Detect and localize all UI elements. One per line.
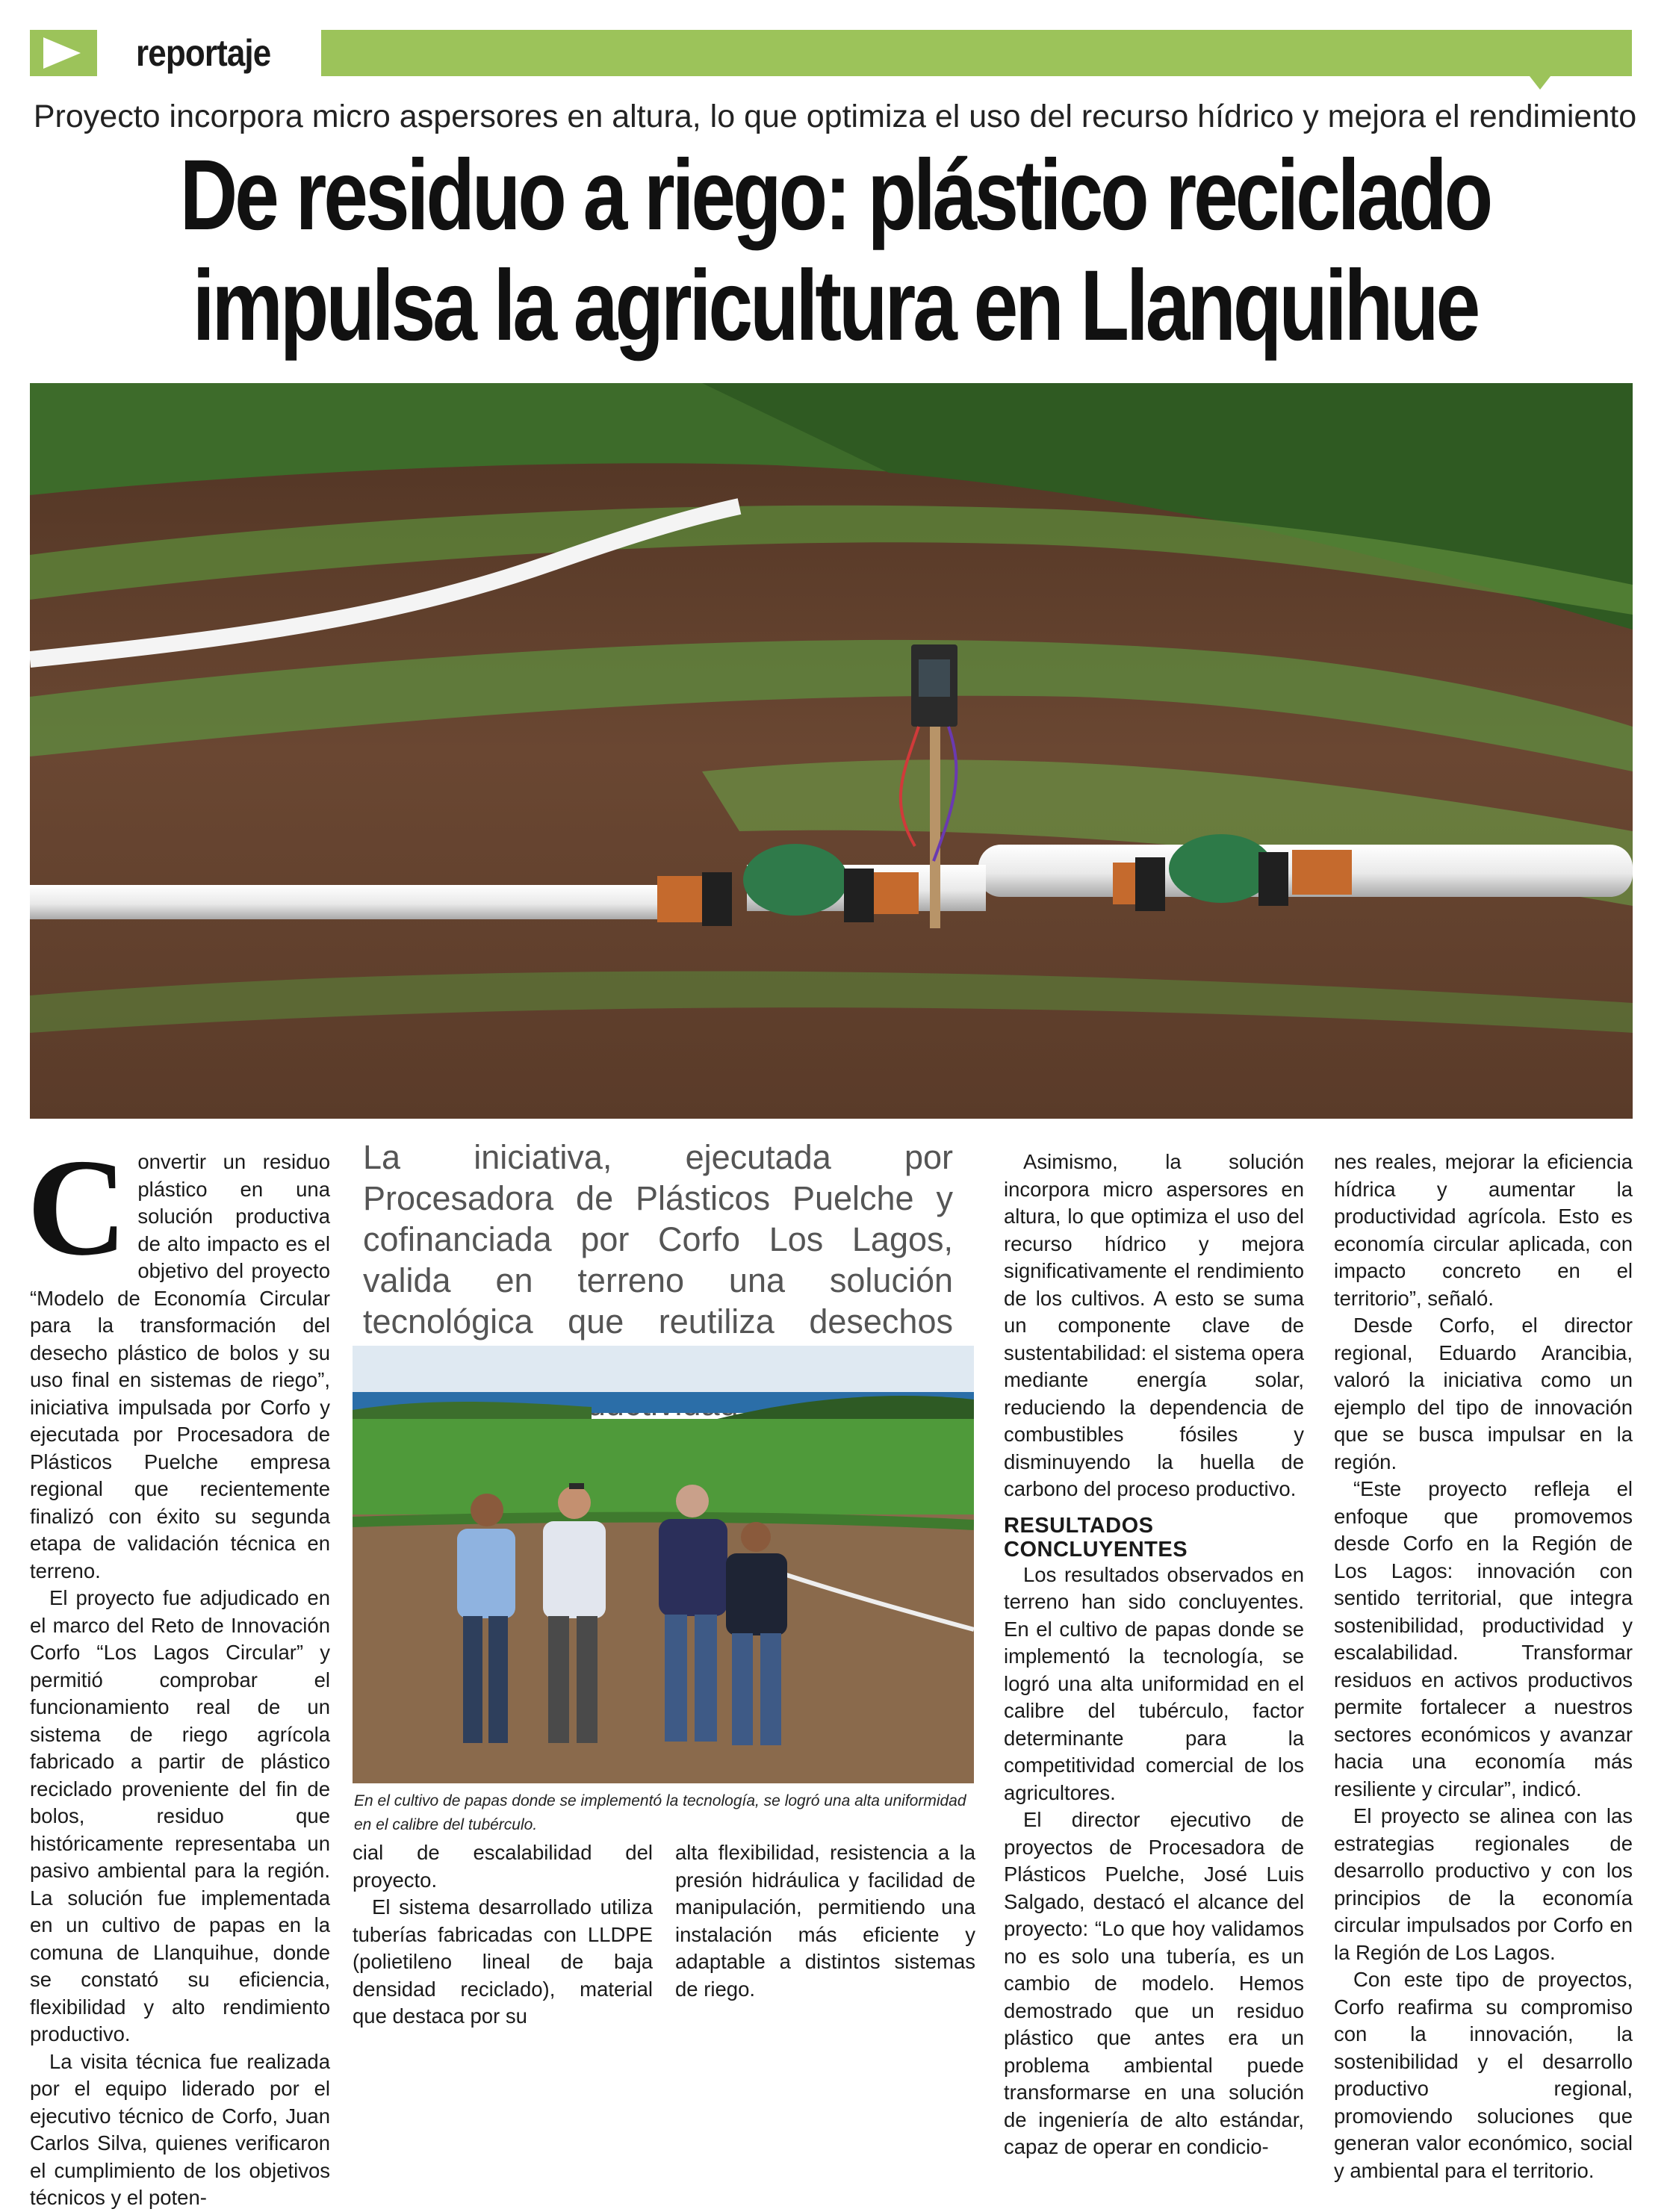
paragraph: Asimismo, la solución incorpora micro aspersores en altura, lo que optimiza el uso del recurso hídrico y mejora significativamente el rendimiento de los cultivos. A esto se suma un componente clave de sustentabilidad: el sistema opera mediante energía solar, reduciendo la dependencia de combustibles fósiles y disminuyendo la huella de carbono del proceso productivo. — [1004, 1150, 1304, 1500]
paragraph: Los resultados observados en terreno han sido concluyentes. En el cultivo de papas donde se implementó la tecnología, se logró una alta uniformidad en el calibre del tubérculo, factor determinante para la competitividad comercial de los agricultores. — [1004, 1562, 1304, 1804]
column-1 — [27, 1131, 330, 2212]
banner-bar — [321, 30, 1632, 76]
column-5 — [1334, 1149, 1633, 2184]
paragraph: El sistema desarrollado utiliza tuberías fabricadas con LLDPE (polietileno lineal de baja densidad reciclado), material que destaca por su — [353, 1895, 653, 2028]
banner-notch — [1530, 76, 1551, 90]
section-banner — [30, 27, 1632, 79]
paragraph: El proyecto se alinea con las estrategias regionales de desarrollo productivo y con los principios de la economía circular impulsados por Corfo en la Región de Los Lagos. — [1334, 1804, 1633, 1964]
headline-line-1: De residuo a riego: plástico reciclado — [179, 140, 1491, 251]
lead-paragraph: Convertir un residuo plástico en una solución productiva de alto impacto es el objetivo del proyecto “Modelo de Economía Circular para la transformación del desecho plástico de bolos y su uso final en sistemas de riego”, iniciativa impulsada por Corfo y ejecutada por Procesadora de Plásticos Puelche empresa regional que recientemente finalizó con éxito su segunda etapa de validación técnica en terreno. — [27, 1131, 330, 1582]
column-2 — [353, 1839, 653, 2031]
paragraph: Con este tipo de proyectos, Corfo reafirma su compromiso con la innovación, la sostenibilidad y el desarrollo productivo regional, promoviendo soluciones que generan valor económico, social y ambiental para el territorio. — [1334, 1968, 1633, 2182]
play-arrow-icon — [30, 27, 97, 79]
paragraph: Desde Corfo, el director regional, Eduardo Arancibia, valoró la iniciativa como un ejemplo del tipo de innovación que se busca impulsar en la región. — [1334, 1314, 1633, 1473]
kicker: Proyecto incorpora micro aspersores en altura, lo que optimiza el uso del recurso hídrico y mejora el rendimiento — [33, 99, 1637, 134]
headline-line-2: impulsa la agricultura en Llanquihue — [192, 250, 1478, 361]
paragraph: cial de escalabilidad del proyecto. — [353, 1841, 653, 1892]
paragraph: “Este proyecto refleja el enfoque que promovemos desde Corfo en la Región de Los Lagos: innovación con sentido territorial, que integra sostenibilidad, productividad y escalabilidad. Transformar residuos en activos productivos permite fortalecer a nuestros sectores económicos y avanzar hacia una economía más resiliente y circular”, indicó. — [1334, 1477, 1633, 1801]
paragraph: El proyecto fue adjudicado en el marco del Reto de Innovación Corfo “Los Lagos Circular” y permitió comprobar el funcionamiento real de un sistema de riego agrícola fabricado a partir de plástico reciclado proveniente del fin de bolos, residuo que históricamente representaba un pasivo ambiental para la región. La solución fue implementada en un cultivo de papas en la comuna de Llanquihue, donde se constató su eficiencia, flexibilidad y alto rendimiento productivo. — [30, 1586, 330, 2045]
photo-team-in-field — [353, 1346, 974, 1783]
photo-caption: En el cultivo de papas donde se implementó la tecnología, se logró una alta uniformidad en el calibre del tubérculo. — [354, 1792, 966, 1833]
column-4 — [1004, 1149, 1304, 2161]
paragraph: El director ejecutivo de proyectos de Procesadora de Plásticos Puelche, José Luis Salgado, destacó el alcance del proyecto: “Lo que hoy validamos no es solo una tubería, es un cambio de modelo. Hemos demostrado que un residuo plástico que antes era un problema ambiental puede transformarse en una solución de ingeniería de alto estándar, capaz de operar en condicio- — [1004, 1808, 1304, 2158]
paragraph: La visita técnica fue realizada por el equipo liderado por el ejecutivo técnico de Corfo, Juan Carlos Silva, quienes verificaron el cumplimiento de los objetivos técnicos y el poten- — [30, 2049, 330, 2209]
column-3 — [675, 1839, 975, 2003]
section-label: reportaje — [136, 32, 271, 74]
subhead: RESULTADOS CONCLUYENTES — [1004, 1513, 1188, 1562]
dropcap: C — [27, 1131, 128, 1284]
pull-quote: La iniciativa, ejecutada por Procesadora de Plásticos Puelche y cofinanciada por Corfo Los Lagos, valida en terreno una solución tecnológica que reutiliza desechos — [363, 1138, 953, 1340]
paragraph: alta flexibilidad, resistencia a la presión hidráulica y facilidad de manipulación, permitiendo una instalación más eficiente y adaptable a distintos sistemas de riego. — [675, 1841, 975, 2001]
headline — [0, 140, 1670, 361]
paragraph: nes reales, mejorar la eficiencia hídrica y aumentar la productividad agrícola. Esto es economía circular aplicada, con impacto concreto en el territorio”, señaló. — [1334, 1150, 1633, 1310]
main-photo-irrigation-field — [30, 383, 1633, 1119]
